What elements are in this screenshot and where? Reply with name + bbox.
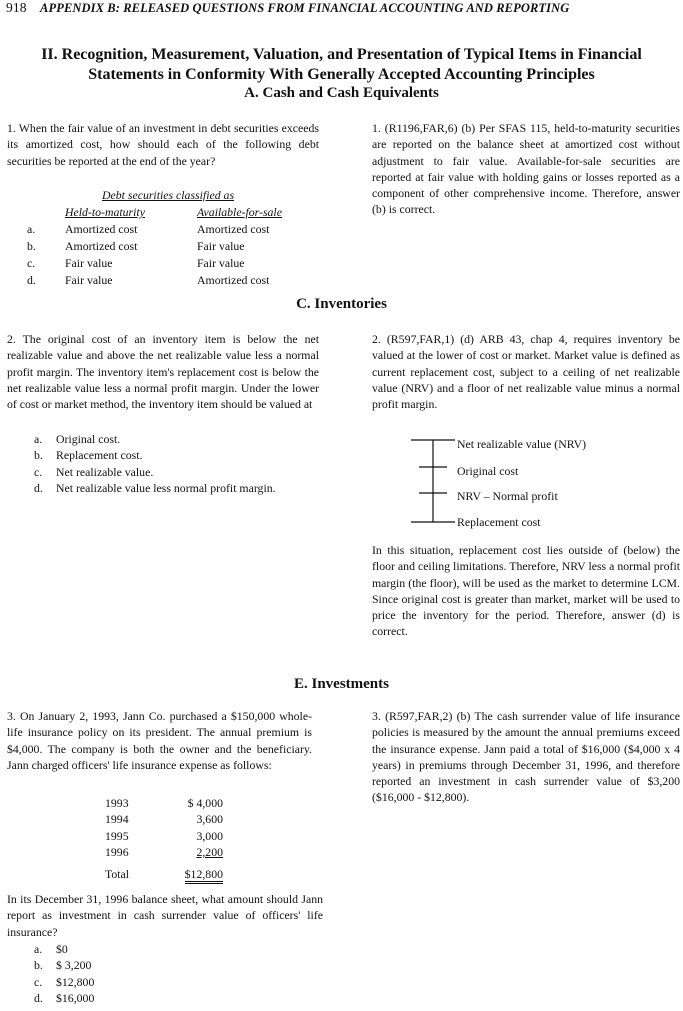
list-item xyxy=(34,941,234,957)
q1-col2-header: Available-for-sale xyxy=(197,205,282,219)
table-row xyxy=(7,221,282,238)
q3-opt-letter: d. xyxy=(34,990,43,1005)
q1-stem: 1. When the fair value of an investment in debt securities exceeds its amortized cost, how should each of the following debt securities be reported at the end of the year? xyxy=(7,121,319,168)
q1-row-c1: Amortized cost xyxy=(65,222,138,236)
q3-stem: 3. On January 2, 1993, Jann Co. purchased a $150,000 whole-life insurance policy on its president. The annual premium is $4,000. The company is both the owner and the beneficiary. Jann charged officers' life insurance expense as follows: xyxy=(7,709,312,772)
table-row xyxy=(105,828,223,844)
q3-opt-text: $0 xyxy=(56,942,68,956)
q2-opt-letter: b. xyxy=(34,448,43,463)
q1-col1-header: Held-to-maturity xyxy=(65,205,145,219)
q1-row-letter: d. xyxy=(27,273,36,287)
subsection-investments: E. Investments xyxy=(293,676,389,692)
q1-row-c2: Amortized cost xyxy=(197,273,270,287)
q2-options xyxy=(34,431,334,496)
q1-options-table xyxy=(7,204,282,289)
list-item xyxy=(34,431,334,447)
q3-year: 1995 xyxy=(105,828,129,843)
page-header xyxy=(6,0,569,16)
list-item xyxy=(34,957,234,973)
table-row-total xyxy=(105,866,223,882)
q3-opt-letter: c. xyxy=(34,974,43,989)
diagram-label-nrv: Net realizable value (NRV) xyxy=(457,437,587,451)
q1-table-heading xyxy=(102,187,302,203)
page-number: 918 xyxy=(6,0,27,15)
q3-opt-text: $ 3,200 xyxy=(56,958,92,973)
q1-row-letter: c. xyxy=(27,256,36,270)
list-item xyxy=(34,464,334,480)
diagram-label-original-cost: Original cost xyxy=(457,464,519,478)
lcm-scale-lines xyxy=(411,436,461,536)
q3-question: In its December 31, 1996 balance sheet, what amount should Jann report as investment in cash surrender value of officers' life insurance? xyxy=(7,892,323,939)
table-row xyxy=(105,795,223,811)
q3-opt-letter: a. xyxy=(34,942,43,956)
q3-opt-letter: b. xyxy=(34,958,43,973)
q3-amount: $ 4,000 xyxy=(187,796,223,810)
q1-row-c2: Fair value xyxy=(197,256,245,270)
diagram-label-floor: NRV – Normal profit xyxy=(457,489,558,503)
section-title-line1: II. Recognition, Measurement, Valuation, and Presentation of Typical Items in Financial xyxy=(41,46,642,63)
q1-row-c1: Fair value xyxy=(65,256,113,270)
q2-answer-continued: In this situation, replacement cost lies outside of (below) the floor and ceiling limitations. Therefore, NRV less a normal profit margin (the floor), will be used as the market to determine LCM. Since original cost is greater than market, market will be used to price the inventory for the period. Therefore, answer (d) is correct. xyxy=(372,543,680,639)
table-row xyxy=(7,238,282,255)
q1-answer: 1. (R1196,FAR,6) (b) Per SFAS 115, held-to-maturity securities are reported on the balance sheet at amortized cost without adjustment to fair value. Available-for-sale securities are reported at fair value with holding gains or losses reported as a component of other comprehensive income. Therefore, answer (b) is correct. xyxy=(372,121,680,217)
q3-total-amount: $12,800 xyxy=(185,867,223,884)
q3-amount: 3,000 xyxy=(196,828,223,843)
q1-table xyxy=(7,204,282,289)
q1-row-c1: Amortized cost xyxy=(65,239,138,253)
q3-opt-text: $12,800 xyxy=(56,974,95,989)
q2-opt-text: Net realizable value. xyxy=(56,464,154,479)
q1-row-c2: Fair value xyxy=(197,239,245,253)
q3-total-label: Total xyxy=(105,867,130,882)
q3-amount: 3,600 xyxy=(196,812,223,827)
q1-table-heading-text: Debt securities classified as xyxy=(102,188,235,202)
q2-answer: 2. (R597,FAR,1) (d) ARB 43, chap 4, requires inventory be valued at the lower of cost or market. Market value is defined as current replacement cost, subject to a ceiling of net realizable value (NRV) and a floor of net realizable value minus a normal profit margin. xyxy=(372,332,680,412)
q1-row-c2: Amortized cost xyxy=(197,222,270,236)
running-title: APPENDIX B: RELEASED QUESTIONS FROM FINANCIAL ACCOUNTING AND REPORTING xyxy=(40,1,570,15)
subsection-inventories: C. Inventories xyxy=(296,296,387,312)
q2-opt-letter: a. xyxy=(34,432,43,446)
q3-year: 1994 xyxy=(105,812,129,827)
q3-options xyxy=(34,941,234,1006)
q3-year: 1996 xyxy=(105,844,129,859)
list-item xyxy=(34,447,334,463)
q2-opt-text: Replacement cost. xyxy=(56,448,143,463)
table-row xyxy=(7,272,282,289)
q2-stem: 2. The original cost of an inventory item is below the net realizable value and above the net realizable value less a normal profit margin. The inventory item's replacement cost is below the net realizable value less a normal profit margin. Under the lower of cost or market method, the inventory item should be valued at xyxy=(7,332,319,412)
q3-amount: 2,200 xyxy=(196,844,223,859)
diagram-label-replacement-cost: Replacement cost xyxy=(457,515,541,529)
q1-row-c1: Fair value xyxy=(65,273,113,287)
table-row xyxy=(105,811,223,827)
section-title-line2: Statements in Conformity With Generally Accepted Accounting Principles xyxy=(88,66,595,83)
q2-opt-text: Original cost. xyxy=(56,432,121,446)
q3-opt-text: $16,000 xyxy=(56,990,95,1005)
q3-expense-table xyxy=(105,795,223,882)
q3-year: 1993 xyxy=(105,796,129,810)
q2-opt-text: Net realizable value less normal profit margin. xyxy=(56,480,276,495)
list-item xyxy=(34,990,234,1006)
q2-opt-letter: d. xyxy=(34,480,43,495)
q1-row-letter: a. xyxy=(27,222,36,236)
list-item xyxy=(34,480,334,496)
q2-opt-letter: c. xyxy=(34,464,43,479)
lcm-diagram xyxy=(411,436,671,536)
table-row xyxy=(7,255,282,272)
table-row xyxy=(105,844,223,860)
q3-answer: 3. (R597,FAR,2) (b) The cash surrender value of life insurance policies is measured by the amount the annual premiums exceed the insurance expense. Jann paid a total of $16,000 ($4,000 x 4 years) in premiums through December 31, 1996, and therefore reported an investment in cash surrender value of $3,200 ($16,000 - $12,800). xyxy=(372,709,680,805)
subsection-cash: A. Cash and Cash Equivalents xyxy=(244,85,439,101)
q1-row-letter: b. xyxy=(27,239,36,253)
list-item xyxy=(34,974,234,990)
